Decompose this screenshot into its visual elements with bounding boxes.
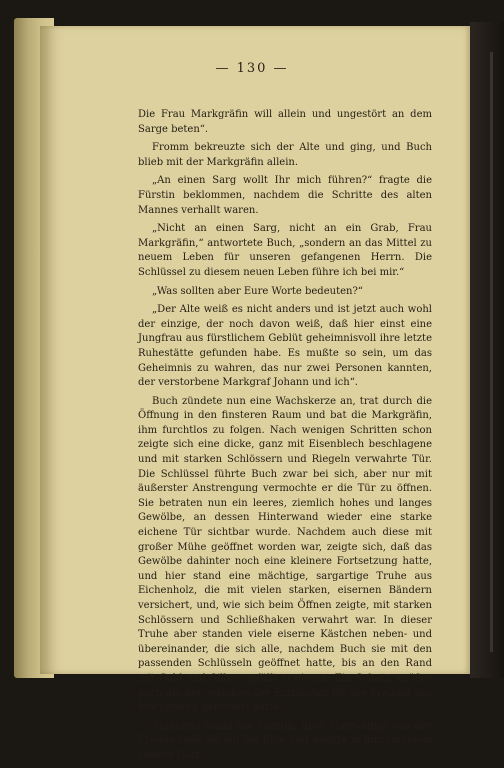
book-cover-edge: [470, 22, 504, 678]
body-text: [138, 108, 432, 768]
paragraph: „An einen Sarg wollt Ihr mich führen?“ fragte die Fürstin beklommen, nachdem die Schritte des alten Mannes verhallt waren.: [138, 175, 432, 216]
paragraph: „Was sollten aber Eure Worte bedeuten?“: [152, 285, 363, 297]
page-number: — 130 —: [215, 61, 289, 76]
paragraph: „Nicht an einen Sarg, nicht an ein Grab, Frau Markgräfin,“ antwortete Buch, „sondern an das Mittel zu neuem Leben für unseren gefangenen Herrn. Die Schlüssel zu diesem neuen Leben führe ich bei mir.“: [138, 223, 432, 278]
paragraph: Fromm bekreuzte sich der Alte und ging, und Buch blieb mit der Markgräfin allein.: [138, 142, 432, 168]
paragraph: Buch zündete nun eine Wachskerze an, trat durch die Öffnung in den finsteren Raum und bat die Markgräfin, ihm furchtlos zu folgen. Nach wenigen Schritten schon zeigte sich eine dicke, ganz mit Eisenblech beschlagene und mit starken Schlössern und Riegeln verwahrte Tür. Die Schlüssel führte Buch zwar bei sich, aber nur mit äußerster Anstrengung vermochte er die Tür zu öffnen. Sie betraten nun ein leeres, ziemlich hohes und langes Gewölbe, an dessen Hinterwand wieder eine starke eichene Tür sichtbar wurde. Nachdem auch diese mit großer Mühe geöffnet worden war, zeigte sich, daß das Gewölbe dahinter noch eine kleinere Fortsetzung hatte, und hier stand eine mächtige, sargartige Truhe aus Eichenholz, die mit vielen starken, eisernen Bändern versichert, und, wie sich beim Öffnen zeigte, mit starken Schlössern und Schließhaken verwahrt war. In dieser Truhe aber standen viele eiserne Kästchen neben- und übereinander, die sich alle, nachdem Buch sie mit den passenden Schlüsseln geöffnet hatte, bis an den Rand mit Gold und Silber gefüllt erwiesen. Ein Schatz, größer noch als der, welchen der Erzbischof für die Freiheit des Markgrafen gefordert hatte.: [138, 395, 432, 714]
paragraph: „Der Alte weiß es nicht anders und ist jetzt auch wohl der einzige, der noch davon weiß, daß hier einst eine Jungfrau aus fürstlichem Geblüt geheimnisvoll ihre letzte Ruhestätte gefunden habe. Es mußte so sein, um das Geheimnis zu wahren, das nur zwei Personen kannten, der verstorbene Markgraf Johann und ich“.: [138, 304, 432, 389]
paragraph: Die Frau Markgräfin will allein und ungestört an dem Sarge beten“.: [138, 109, 432, 135]
paragraph: Staunend stand die Fürstin; aber überwältigt von der Freude sank sie auf die Knie und dankte in inbrünstigem Gebete Gott: [138, 720, 432, 761]
